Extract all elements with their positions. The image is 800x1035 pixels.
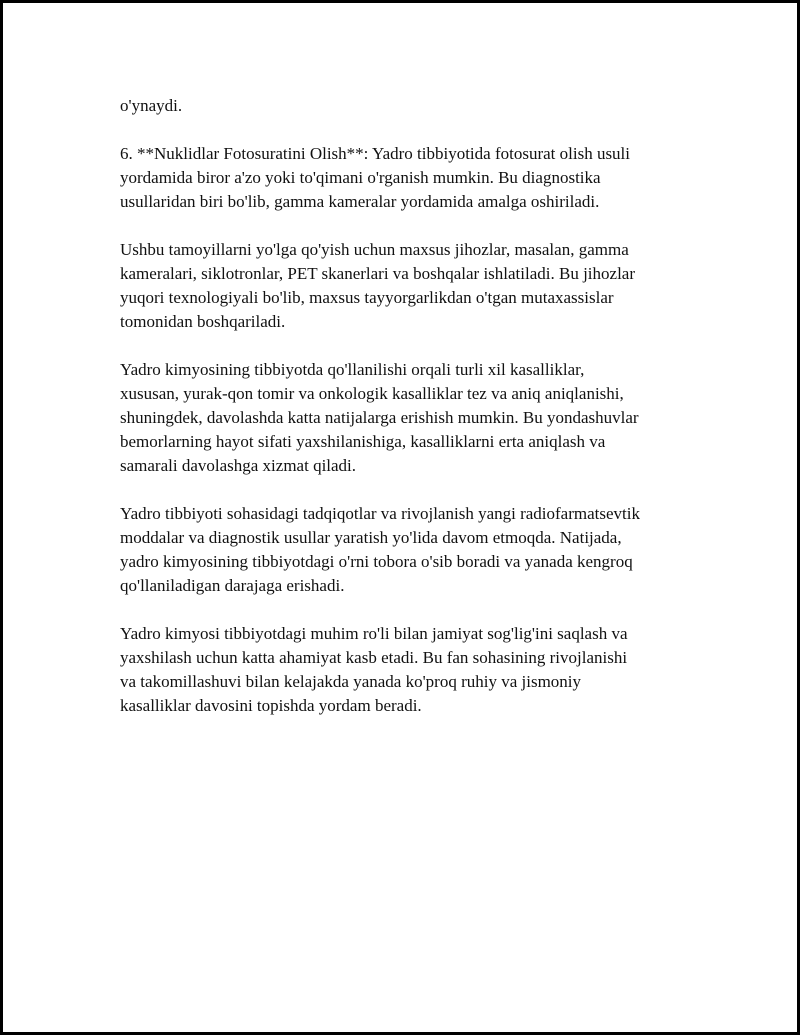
- paragraph-equipment: Ushbu tamoyillarni yo'lga qo'yish uchun maxsus jihozlar, masalan, gamma kameralari, siklotronlar, PET skanerlari va boshqalar ishlatiladi. Bu jihozlar yuqori texnologiyali bo'lib, maxsus tayyorgarlikdan o'tgan mutaxassislar tomonidan boshqariladi.: [120, 240, 635, 331]
- paragraph-nuclide-imaging: 6. **Nuklidlar Fotosuratini Olish**: Yadro tibbiyotida fotosurat olish usuli yordamida biror a'zo yoki to'qimani o'rganish mumkin. Bu diagnostika usullaridan biri bo'lib, gamma kameralar yordamida amalga oshiriladi.: [120, 144, 630, 211]
- paragraph-research: Yadro tibbiyoti sohasidagi tadqiqotlar va rivojlanish yangi radiofarmatsevtik moddalar va diagnostik usullar yaratish yo'lida davom etmoqda. Natijada, yadro kimyosining tibbiyotdagi o'rni tobora o'sib boradi va yanada kengroq qo'llaniladigan darajaga erishadi.: [120, 504, 640, 595]
- paragraph-continuation: o'ynaydi.: [120, 96, 183, 115]
- paragraph-conclusion: Yadro kimyosi tibbiyotdagi muhim ro'li bilan jamiyat sog'lig'ini saqlash va yaxshilash uchun katta ahamiyat kasb etadi. Bu fan sohasining rivojlanishi va takomillashuvi bilan kelajakda yanada ko'proq ruhiy va jismoniy kasalliklar davosini topishda yordam beradi.: [120, 624, 628, 715]
- paragraph-applications: Yadro kimyosining tibbiyotda qo'llanilishi orqali turli xil kasalliklar, xususan, yurak-qon tomir va onkologik kasalliklar tez va aniq aniqlanishi, shuningdek, davolashda katta natijalarga erishish mumkin. Bu yondashuvlar bemorlarning hayot sifati yaxshilanishiga, kasalliklarni erta aniqlash va samarali davolashga xizmat qiladi.: [120, 360, 639, 475]
- document-body: [120, 94, 690, 742]
